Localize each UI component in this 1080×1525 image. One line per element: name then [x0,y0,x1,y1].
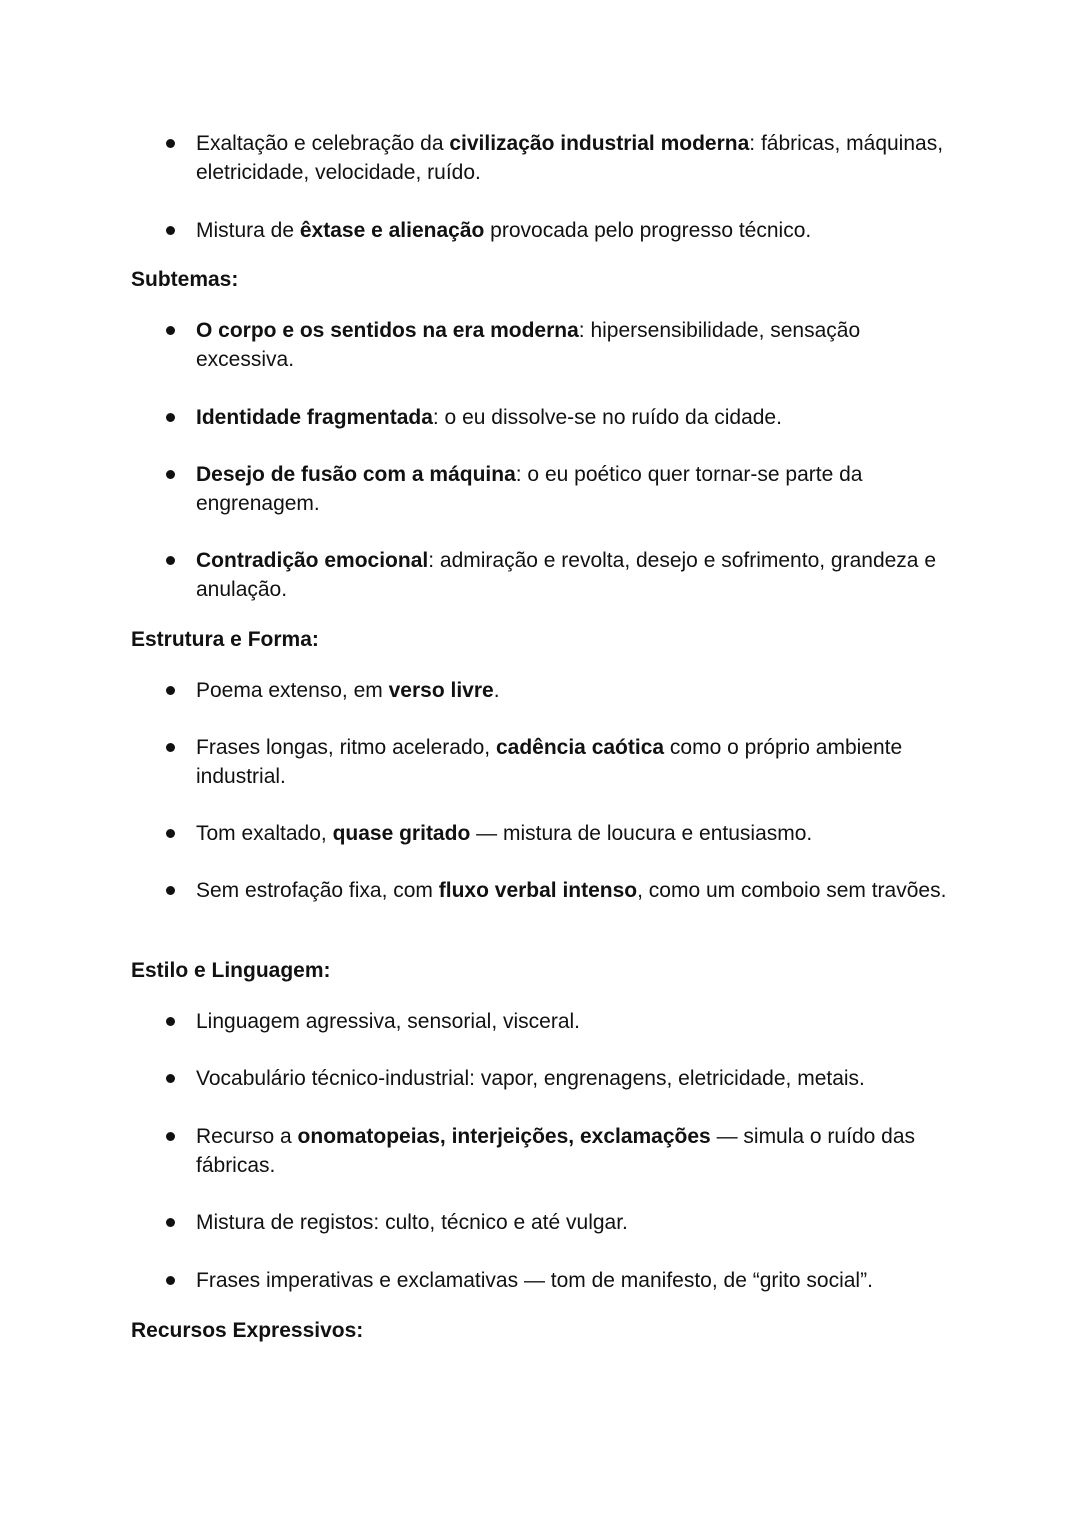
item-text-post: : o eu poético quer tornar-se parte da engrenagem. [196,463,863,515]
section-heading-recursos: Recursos Expressivos: [131,1319,364,1342]
list-item [196,216,956,245]
item-text-bold: fluxo verbal intenso [438,879,638,902]
list-item [196,1064,956,1093]
item-text-pre: Recurso a [196,1125,298,1148]
item-text-post: como o próprio ambiente industrial. [196,736,903,788]
item-text-pre: Mistura de registos: culto, técnico e até vulgar. [196,1211,628,1234]
item-text-bold: O corpo e os sentidos na era moderna [196,319,579,342]
item-text-pre: Poema extenso, em [196,679,389,702]
item-text-bold: Identidade fragmentada [196,406,433,429]
list-item [196,1122,956,1180]
item-text-bold: quase gritado [332,822,471,845]
item-text-pre: Frases longas, ritmo acelerado, [196,736,496,759]
item-text-post: . [493,679,500,702]
list-item [196,316,956,374]
list-item [196,733,956,791]
section-heading-subtemas: Subtemas: [131,268,239,291]
item-text-post: provocada pelo progresso técnico. [484,219,812,242]
item-text-bold: verso livre [388,679,494,702]
item-text-post: : fábricas, máquinas, eletricidade, velocidade, ruído. [196,132,944,184]
item-text-bold: onomatopeias, interjeições, exclamações [297,1125,711,1148]
item-text-pre: Sem estrofação fixa, com [196,879,439,902]
item-text-pre: Exaltação e celebração da [196,132,450,155]
item-text-bold: Desejo de fusão com a máquina [196,463,516,486]
item-text-pre: Tom exaltado, [196,822,333,845]
list-item [196,1208,956,1237]
item-text-pre: Frases imperativas e exclamativas — tom de manifesto, de “grito social”. [196,1269,873,1292]
item-text-pre: Vocabulário técnico-industrial: vapor, engrenagens, eletricidade, metais. [196,1067,865,1090]
item-text-bold: cadência caótica [495,736,665,759]
list-item [196,1266,956,1295]
item-text-post: — simula o ruído das fábricas. [196,1125,915,1177]
list-item [196,819,956,848]
item-text-post: : admiração e revolta, desejo e sofrimento, grandeza e anulação. [196,549,937,601]
list-item [196,129,956,187]
list-item [196,676,956,705]
list-item [196,403,956,432]
list-item [196,1007,956,1036]
section-heading-estilo: Estilo e Linguagem: [131,959,331,982]
list-item [196,460,956,518]
list-item [196,876,956,905]
item-text-pre: Linguagem agressiva, sensorial, visceral. [196,1010,581,1033]
item-text-bold: Contradição emocional [196,549,429,572]
item-text-pre: Mistura de [196,219,300,242]
item-text-bold: civilização industrial moderna [449,132,750,155]
item-text-post: : hipersensibilidade, sensação excessiva. [196,319,861,371]
item-text-bold: êxtase e alienação [299,219,485,242]
item-text-post: , como um comboio sem travões. [637,879,947,902]
list-item [196,546,956,604]
section-heading-estrutura: Estrutura e Forma: [131,628,319,651]
item-text-post: — mistura de loucura e entusiasmo. [470,822,813,845]
item-text-post: : o eu dissolve-se no ruído da cidade. [432,406,782,429]
